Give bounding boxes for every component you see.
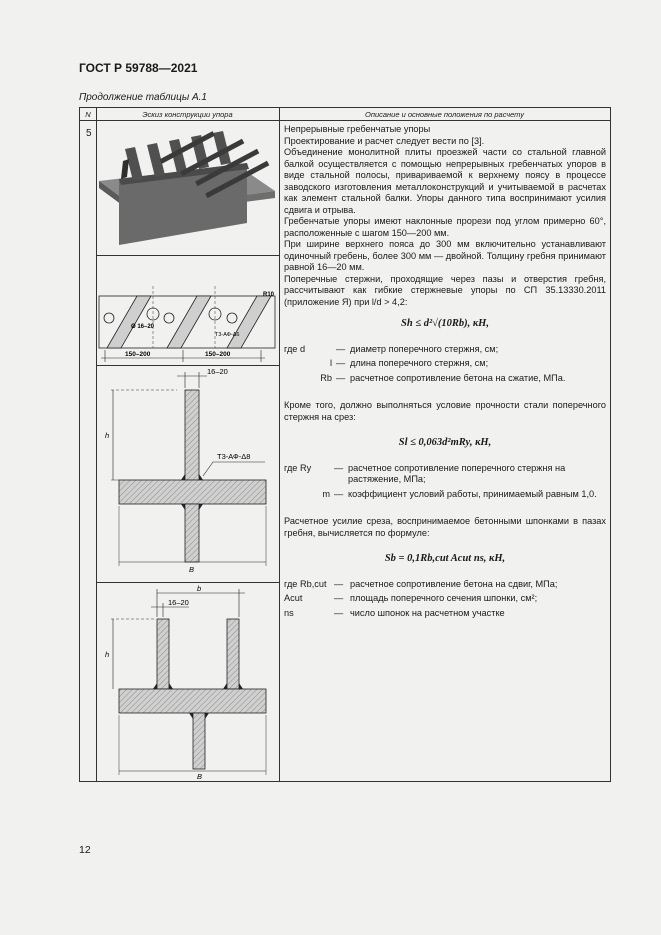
definition-row [284,608,606,620]
section2-h-label: h [105,650,110,659]
def-symbol: l [329,358,332,368]
row-number: 5 [86,128,92,139]
def-symbol: где d [284,343,306,354]
desc-paragraph: Расчетное усилие среза, воспринимаемое бетонными шпонками в пазах гребня, вычисляется по формуле: [284,516,606,538]
def-symbol: Acut [284,593,303,603]
def-dash: — [334,462,344,473]
def-dash: — [336,372,346,383]
header-description: Описание и основные положения по расчету [364,110,524,119]
def-symbol: Rb [320,372,332,383]
desc-paragraph: Поперечные стержни, проходящие через пазы и отверстия гребня, рассчитывают как гибкие стержневые упоры по СП 35.13330.2011 (приложение Я) при l/d > 4,2: [284,273,606,307]
def-dash: — [334,578,344,589]
description-text [284,124,606,627]
plan-r-label: R10 [263,292,275,298]
def-text: число шпонок на расчетном участке [350,607,505,618]
section2-b-small: b [197,584,202,593]
formula-shear-stud: Sh ≤ d²√(10Rb), кН, [401,318,489,329]
def-text: расчетное сопротивление бетона на сдвиг, МПа; [350,578,558,589]
comb-connector-3d-sketch [97,121,278,255]
def-dash: — [334,593,344,603]
def-symbol: где Rb,cut [284,578,327,589]
section2-b-label: B [197,772,203,781]
desc-paragraph: Проектирование и расчет следует вести по [3]. [284,135,485,146]
definition-row [284,344,606,356]
desc-paragraph: При ширине верхнего пояса до 300 мм включительно устанавливают одиночный гребень, более 300 мм — двойной. Толщину гребня принимают равной 16—20 мм. [284,239,606,272]
definition-row [284,579,606,591]
def-dash: — [336,358,346,368]
def-dash: — [336,343,346,354]
section1-weld-label: Т3-АФ-Δ8 [217,452,251,461]
def-text: диаметр поперечного стержня, см; [350,343,499,354]
table [79,107,611,782]
section1-b-label: B [189,565,195,574]
formula-steel-shear: Sl ≤ 0,063d²mRy, кН, [398,437,492,448]
def-dash: — [334,488,344,499]
def-text: расчетное сопротивление бетона на сжатие, МПа. [350,372,566,383]
desc-title: Непрерывные гребенчатые упоры [284,124,431,134]
def-text: длина поперечного стержня, см; [350,358,489,368]
page-number: 12 [79,844,91,856]
comb-plan-sketch [97,256,278,364]
def-text: расчетное сопротивление поперечного стержня на растяжение, МПа; [348,462,566,484]
definition-row [284,489,606,501]
plan-weld-label: Т3-АФ-Δ6 [215,332,240,338]
section1-h-label: h [105,431,110,440]
section1-top-dim: 16–20 [207,367,228,376]
definition-row [284,373,606,385]
desc-paragraph: Кроме того, должно выполняться условие прочности стали поперечного стержня на срез: [284,400,606,422]
double-comb-section-sketch [97,583,278,781]
column-divider [279,108,280,781]
def-text: площадь поперечного сечения шпонки, см²; [350,593,538,603]
definitions-3 [284,579,606,620]
single-comb-section-sketch [97,366,278,581]
definitions-2 [284,463,606,501]
table-caption: Продолжение таблицы А.1 [79,92,207,103]
def-symbol: m [322,488,330,499]
definition-row [284,358,606,370]
plan-dim-1-label: 150–200 [125,351,151,358]
def-symbol: ns [284,607,294,618]
header-n: N [85,110,91,119]
definitions-1 [284,344,606,385]
definition-row [284,593,606,605]
document-title: ГОСТ Р 59788—2021 [79,61,198,75]
def-symbol: где Ry [284,462,312,473]
desc-paragraph: Гребенчатые упоры имеют наклонные прорези под углом примерно 60°, расположенные с шагом 150—200 мм. [284,216,606,238]
plan-hole-label: Ø 16–20 [131,324,155,330]
formula-concrete-shear: Sb = 0,1Rb,cut Acut ns, кН, [384,553,506,564]
definition-row [284,463,606,486]
desc-paragraph: Объединение монолитной плиты проезжей части со стальной главной балкой осуществляется с помощью непрерывных гребенчатых упоров в виде стальной полосы, привариваемой к верхнему поясу в процессе заводского изготовления металлоконструкций и учитываемой в расчетах как элемент стальной балки. Упоры данного типа воспринимают усилия сдвига и отрыва. [284,147,606,215]
section2-top-dim: 16–20 [168,598,189,607]
def-dash: — [334,607,344,618]
def-text: коэффициент условий работы, принимаемый равным 1,0. [348,488,597,499]
header-sketch: Эскиз конструкции упора [142,110,233,119]
plan-dim-2-label: 150–200 [205,351,231,358]
